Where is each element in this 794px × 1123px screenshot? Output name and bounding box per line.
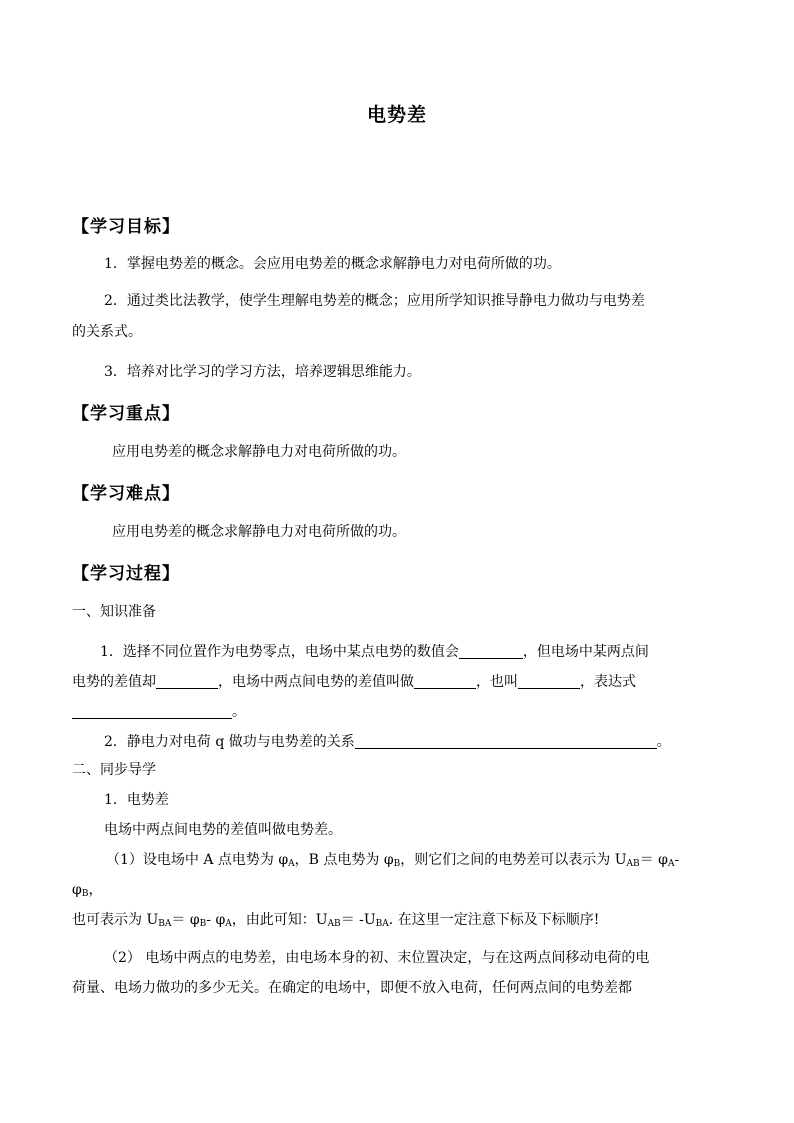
- key-points-text: 应用电势差的概念求解静电力对电荷所做的功。: [112, 444, 406, 460]
- question-1-line-3: [72, 697, 724, 727]
- objective-item-1: 1．掌握电势差的概念。会应用电势差的概念求解静电力对电荷所做的功。: [104, 256, 561, 272]
- question-1-text-a: 1．选择不同位置作为电势零点，电场中某点电势的数值会: [100, 644, 459, 660]
- question-1-text-e: ，也叫: [476, 674, 518, 690]
- subsection-heading-potential-difference: 1．电势差: [104, 792, 169, 808]
- question-2: [104, 727, 756, 757]
- part-heading-sync-guide: 二、同步导学: [72, 762, 156, 778]
- question-1-line-2: [72, 667, 724, 697]
- paragraph-2-line-1: （2） 电场中两点的电势差，由电场本身的初、末位置决定，与在这两点间移动电荷的电: [104, 950, 650, 966]
- answer-blank-3[interactable]: [414, 672, 476, 689]
- answer-blank-2[interactable]: [156, 672, 218, 689]
- answer-blank-5[interactable]: [72, 702, 232, 719]
- question-1-text-f: ，表达式: [580, 674, 636, 690]
- answer-blank-1[interactable]: [459, 642, 523, 659]
- paragraph-1-line-3: 也可表示为 $U_{BA}= \varphi_B-$ $\varphi_A$，由此可知：$U_{AB}= -U_{BA}$. 在这里一定注意下标及下标顺序!: [72, 912, 600, 929]
- question-2-text: 2．静电力对电荷 q 做功与电势差的关系: [104, 734, 355, 750]
- section-heading-key-points: 【学习重点】: [72, 404, 180, 424]
- objective-item-2-continued: 的关系式。: [72, 324, 142, 340]
- paragraph-1-line-2: $\varphi_B$，: [72, 882, 103, 899]
- objective-item-2: 2．通过类比法教学，使学生理解电势差的概念；应用所学知识推导静电力做功与电势差: [104, 293, 645, 309]
- question-1-line-1: [100, 637, 752, 667]
- question-1-end: 。: [232, 704, 246, 720]
- objective-item-3: 3．培养对比学习的学习方法，培养逻辑思维能力。: [104, 364, 421, 380]
- answer-blank-4[interactable]: [518, 672, 580, 689]
- difficulties-text: 应用电势差的概念求解静电力对电荷所做的功。: [112, 524, 406, 540]
- section-heading-objectives: 【学习目标】: [72, 217, 180, 237]
- question-1-text-b: ，但电场中某两点间: [522, 644, 649, 660]
- potential-difference-definition: 电场中两点间电势的差值叫做电势差。: [104, 822, 342, 838]
- question-2-end: 。: [656, 734, 671, 750]
- paragraph-1-line-1: （1）设电场中 A 点电势为 $\varphi_A$，B 点电势为 $\varphi_B$，则它们之间的电势差可以表示为 $U_{AB}= \varphi_A-$: [106, 852, 680, 869]
- question-1-text-d: ，电场中两点间电势的差值叫做: [218, 674, 414, 690]
- question-1-text-c: 电势的差值却: [72, 674, 156, 690]
- part-heading-knowledge-prep: 一、知识准备: [72, 604, 156, 620]
- page-title: 电势差: [366, 104, 427, 126]
- paragraph-2-line-2: 荷量、电场力做功的多少无关。在确定的电场中，即便不放入电荷，任何两点间的电势差都: [72, 980, 632, 996]
- section-heading-process: 【学习过程】: [72, 564, 180, 584]
- answer-blank-6[interactable]: [355, 732, 657, 749]
- section-heading-difficulties: 【学习难点】: [72, 484, 180, 504]
